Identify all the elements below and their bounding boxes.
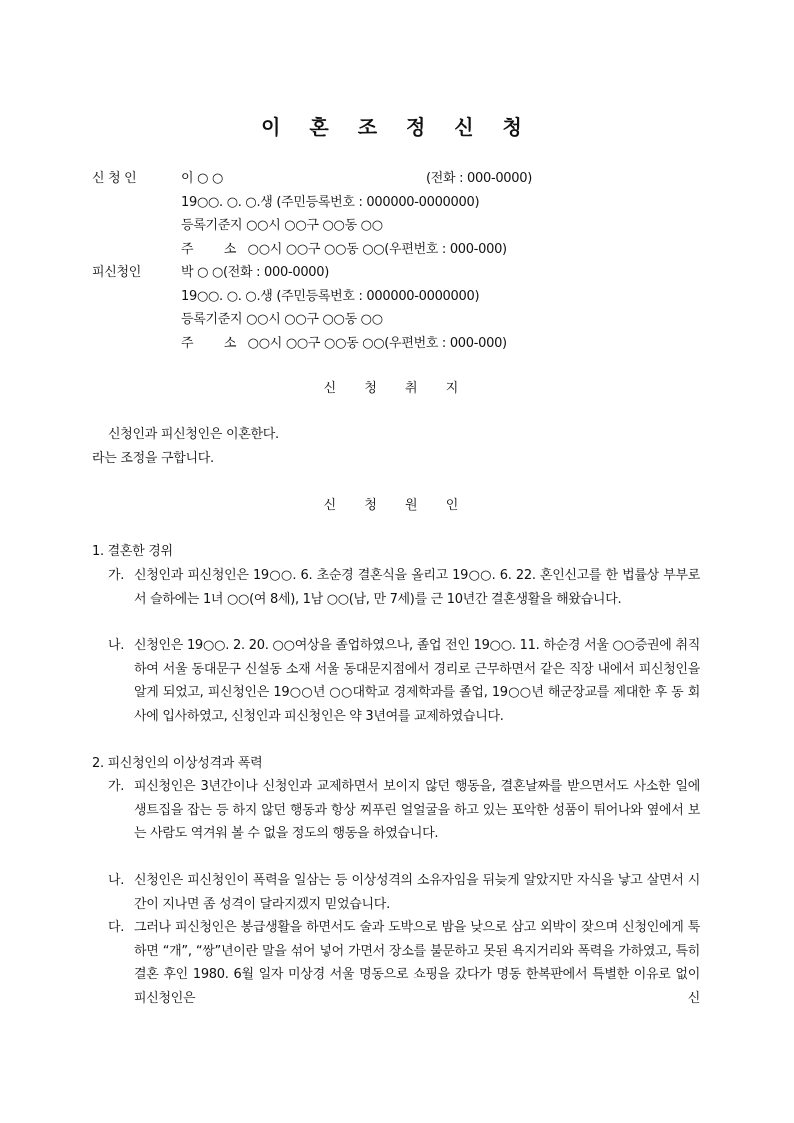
respondent-address: 주 소 ○○시 ○○구 ○○동 ○○(우편번호 : 000-000) [181, 335, 507, 351]
party-info [92, 167, 712, 355]
applicant-address: 주 소 ○○시 ○○구 ○○동 ○○(우편번호 : 000-000) [181, 241, 507, 257]
cause-section-1-heading: 1. 결혼한 경위 [92, 544, 173, 559]
applicant-name: 이 ○ ○ [181, 171, 224, 186]
respondent-birth: 19○○. ○. ○.생 (주민등록번호 : 000000-0000000) [181, 288, 480, 304]
respondent-role-label: 피신청인 [92, 265, 142, 280]
respondent-birth-row [92, 285, 712, 309]
cause-2-da-text: 그러나 피신청인은 봉급생활을 하면서도 술과 도박으로 밤을 낮으로 삼고 외박이 잦으며 신청인에게 툭하면 “개”, “쌍”년이란 말을 섞어 넣어 가면서 장소를 불문하고 못된 욕지거리와 폭력을 가하였고, 특히 결혼 후인 1980. 6월 일자 미상경 서울 명동으로 쇼핑을 갔다가 명동 한복판에서 특별한 이유로 없이 피신청인은 신 [134, 920, 700, 1006]
applicant-registry: 등록기준지 ○○시 ○○구 ○○동 ○○ [181, 218, 383, 233]
applicant-address-row [92, 238, 712, 262]
applicant-registry-row [92, 214, 712, 238]
cause-section-2-heading: 2. 피신청인의 이상성격과 폭력 [92, 756, 263, 771]
applicant-role-label: 신 청 인 [92, 171, 137, 186]
respondent-name-phone: 박 ○ ○(전화 : 000-0000) [181, 265, 330, 280]
cause-1-na-text: 신청인은 19○○. 2. 20. ○○여상을 졸업하였으나, 졸업 전인 19○○. 11. 하순경 서울 ○○증권에 취직하여 서울 동대문구 신설동 소재 서울 동대문지점에서 경리로 근무하면서 같은 직장 내에서 피신청인을 알게 되었고, 피신청인은 19○○년 ○○대학교 경제학과를 졸업, 19○○년 해군장교를 제대한 후 동 회사에 입사하였고, 신청인과 피신청인은 약 3년여를 교제하였습니다. [134, 638, 700, 724]
cause-2-ga-label: 가. [108, 779, 125, 794]
respondent-registry: 등록기준지 ○○시 ○○구 ○○동 ○○ [181, 312, 383, 327]
cause-1-ga-label: 가. [108, 568, 125, 583]
respondent-name-row [92, 261, 712, 285]
respondent-address-row [92, 332, 712, 356]
cause-2-da-label: 다. [108, 920, 125, 935]
cause-2-item-da [108, 916, 700, 1010]
cause-2-ga-text: 피신청인은 3년간이나 신청인과 교제하면서 보이지 않던 행동을, 결혼날짜를 받으면서도 사소한 일에 생트집을 잡는 등 하지 않던 행동과 항상 찌푸린 얼얼굴을 하고 있는 포악한 성품이 튀어나와 옆에서 보는 사람도 역겨워 볼 수 없을 정도의 행동을 하였습니다. [134, 779, 700, 841]
purpose-line-1: 신청인과 피신청인은 이혼한다. [108, 427, 279, 442]
cause-2-na-text: 신청인은 피신청인이 폭력을 일삼는 등 이상성격의 소유자임을 뒤늦게 알았지만 자식을 낳고 살면서 시간이 지나면 좀 성격이 달라지겠지 믿었습니다. [134, 873, 700, 912]
cause-1-item-ga [108, 564, 700, 611]
applicant-birth-row [92, 191, 712, 215]
cause-1-na-label: 나. [108, 638, 125, 653]
cause-1-ga-text: 신청인과 피신청인은 19○○. 6. 초순경 결혼식을 올리고 19○○. 6. 22. 혼인신고를 한 법률상 부부로서 슬하에는 1녀 ○○(여 8세), 1남 ○○(남, 만 7세)를 근 10년간 결혼생활을 해왔습니다. [134, 568, 700, 607]
applicant-birth: 19○○. ○. ○.생 (주민등록번호 : 000000-0000000) [181, 194, 480, 210]
cause-heading: 신 청 원 인 [323, 498, 471, 513]
cause-2-item-na [108, 869, 700, 916]
purpose-heading: 신 청 취 지 [323, 381, 471, 396]
respondent-registry-row [92, 308, 712, 332]
cause-2-na-label: 나. [108, 873, 125, 888]
document-title: 이 혼 조 정 신 청 [261, 115, 533, 139]
applicant-name-row [92, 167, 712, 191]
applicant-phone: (전화 : 000-0000) [426, 171, 532, 186]
cause-2-item-ga [108, 775, 700, 846]
cause-1-item-na [108, 634, 700, 728]
purpose-line-2: 라는 조정을 구합니다. [92, 451, 214, 466]
